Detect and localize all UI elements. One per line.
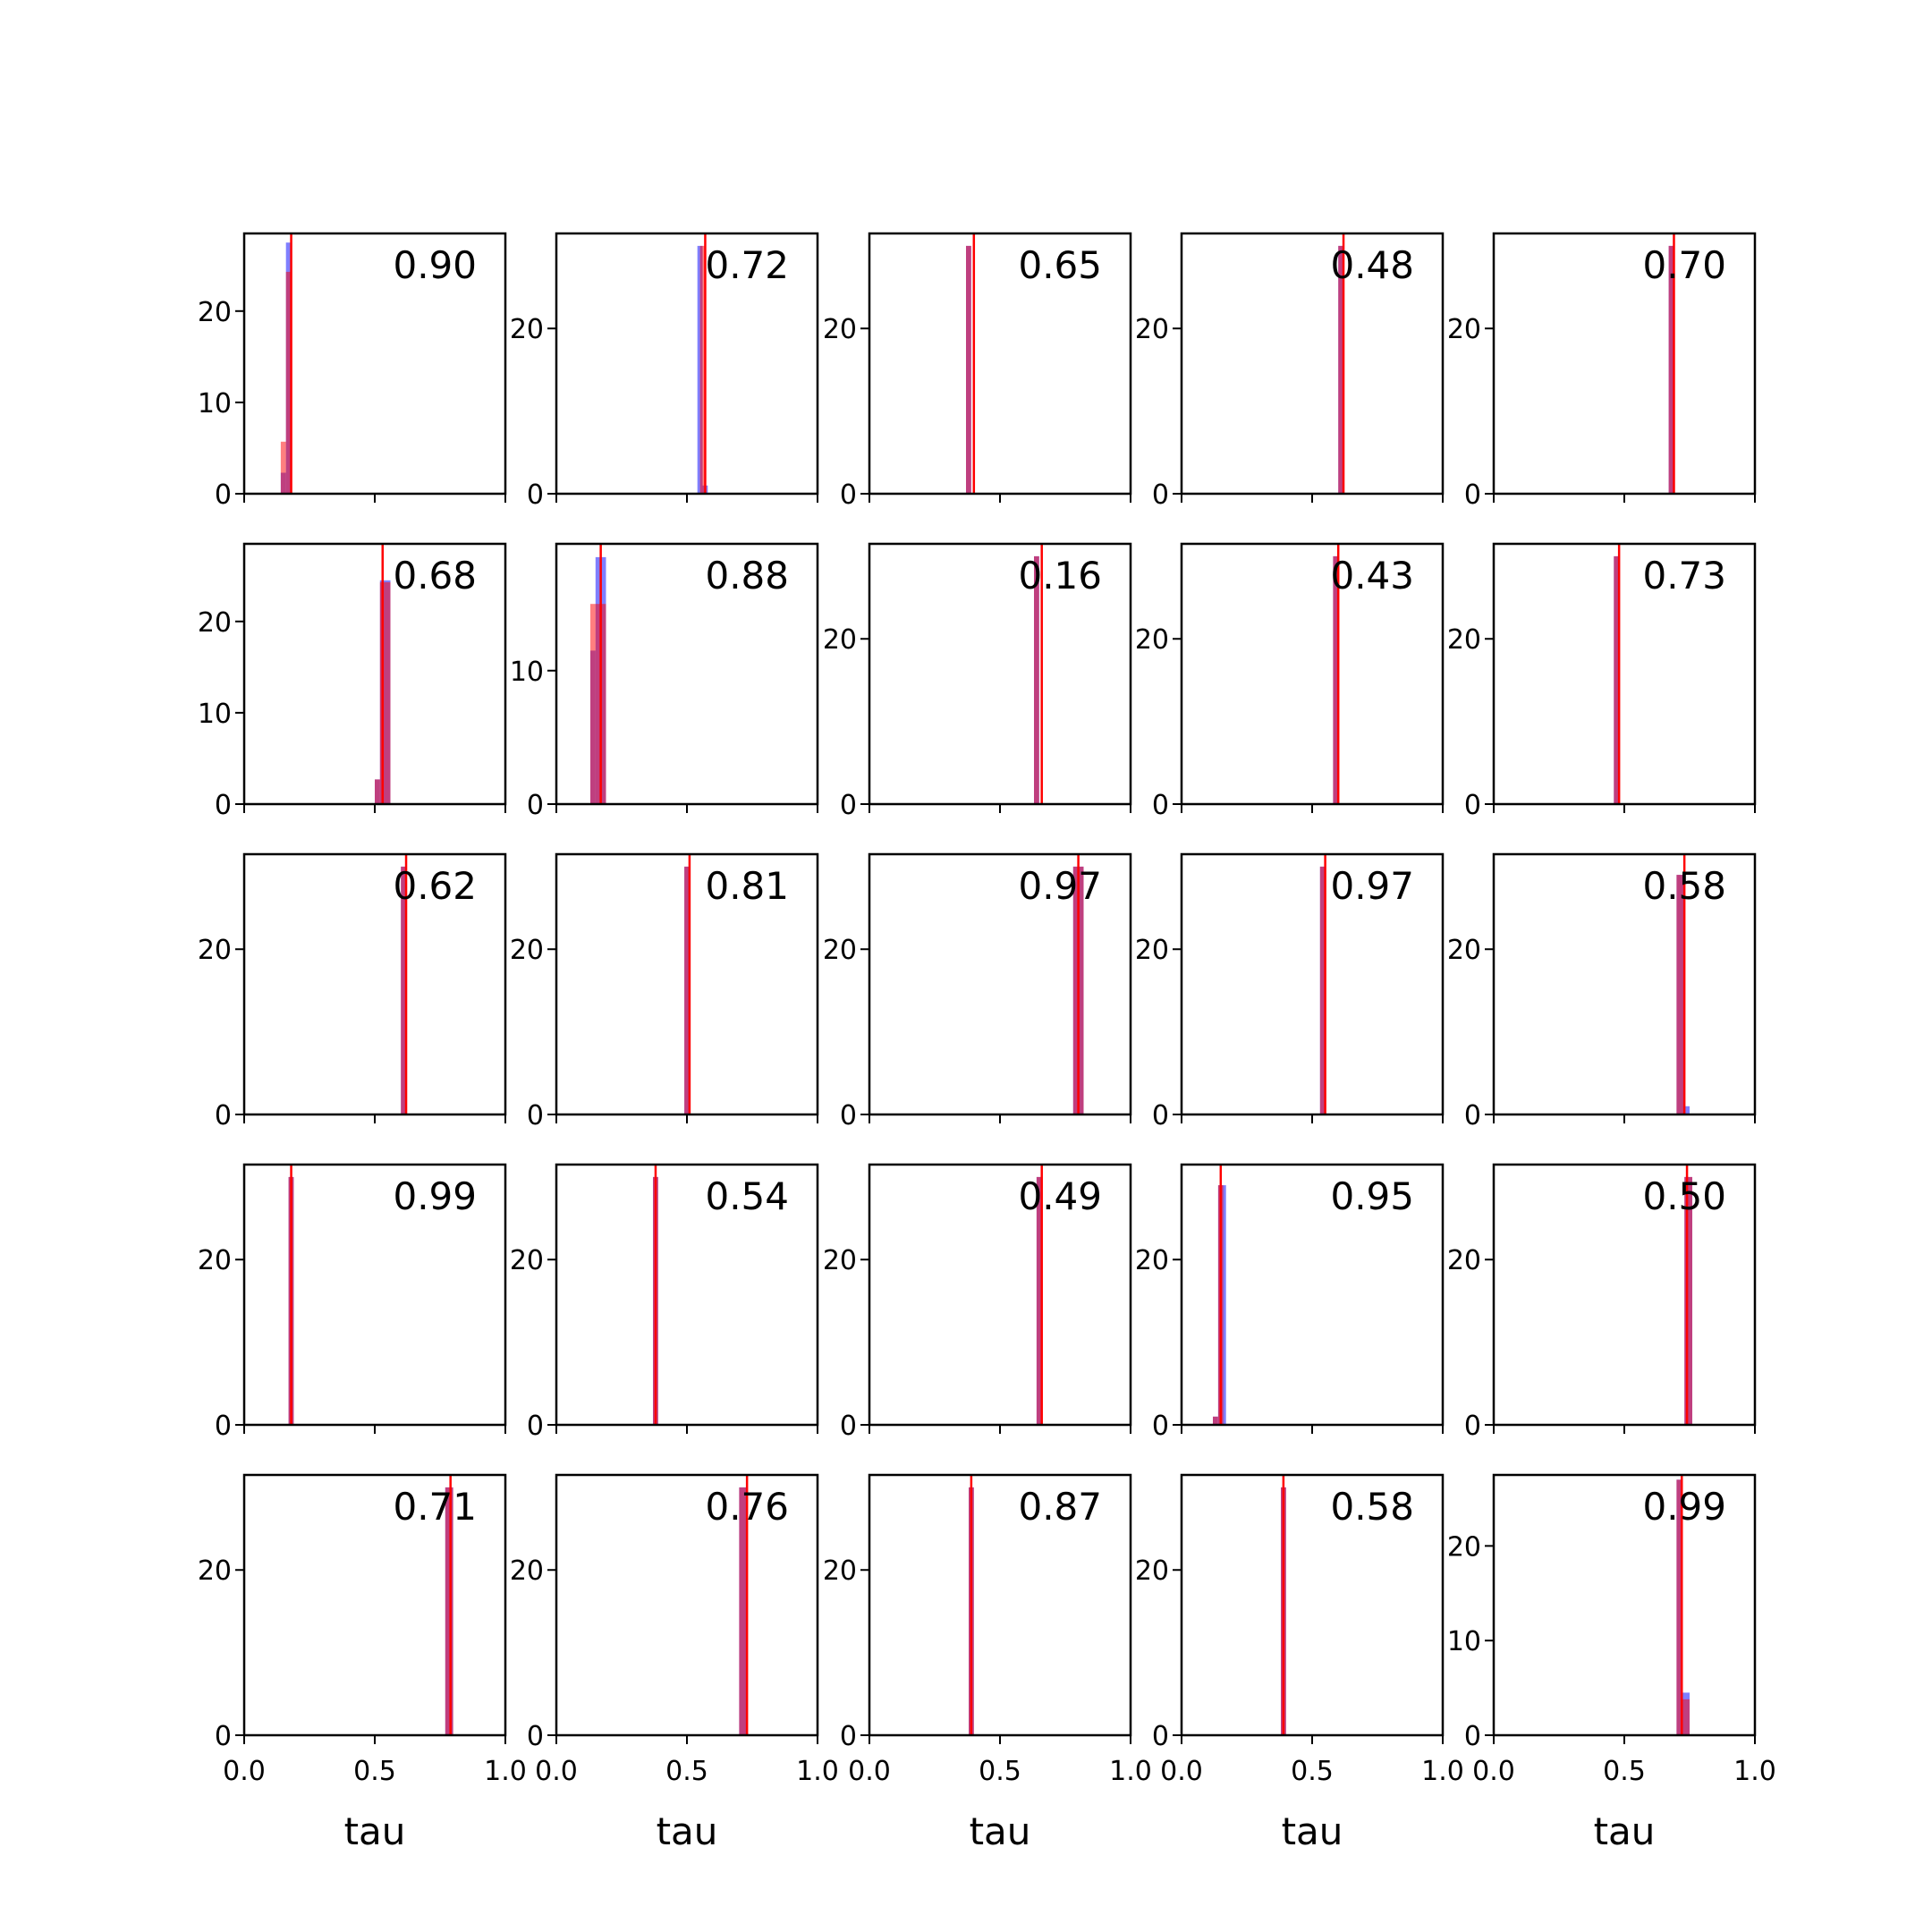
x-tick-label: 0.0 <box>848 1756 891 1787</box>
y-tick-label: 0 <box>214 1100 232 1131</box>
x-axis-label: tau <box>1593 1809 1656 1853</box>
panel-value-label: 0.49 <box>1018 1174 1102 1218</box>
panel-value-label: 0.95 <box>1330 1174 1414 1218</box>
y-tick-label: 20 <box>1446 1245 1481 1277</box>
hist-bar-b <box>590 604 596 804</box>
x-tick-label: 0.5 <box>353 1756 396 1787</box>
x-tick-label: 0.0 <box>1160 1756 1203 1787</box>
y-tick-label: 20 <box>1446 314 1481 346</box>
panel-value-label: 0.97 <box>1018 864 1102 908</box>
y-tick-label: 20 <box>822 624 857 657</box>
y-tick-label: 20 <box>1446 624 1481 657</box>
y-tick-label: 0 <box>214 1411 232 1442</box>
y-tick-label: 20 <box>1134 1555 1169 1588</box>
x-tick-label: 0.0 <box>1472 1756 1515 1787</box>
x-tick-label: 1.0 <box>1421 1756 1464 1787</box>
y-tick-label: 0 <box>526 1411 544 1442</box>
y-tick-label: 20 <box>197 935 232 967</box>
y-tick-label: 20 <box>197 1245 232 1277</box>
panel-value-label: 0.97 <box>1330 864 1414 908</box>
panel-value-label: 0.58 <box>1330 1485 1414 1529</box>
y-tick-label: 20 <box>509 935 544 967</box>
y-tick-label: 0 <box>1463 1721 1481 1752</box>
y-tick-label: 0 <box>1463 1100 1481 1131</box>
panel-value-label: 0.70 <box>1642 243 1726 287</box>
x-axis-label: tau <box>343 1809 406 1853</box>
hist-bar-b <box>1213 1417 1218 1425</box>
panel-value-label: 0.54 <box>705 1174 789 1218</box>
y-tick-label: 20 <box>509 314 544 346</box>
x-axis-label: tau <box>656 1809 718 1853</box>
y-tick-label: 0 <box>1151 790 1169 821</box>
y-tick-label: 10 <box>197 698 232 730</box>
hist-bar-b <box>375 779 380 804</box>
y-tick-label: 20 <box>1134 314 1169 346</box>
y-tick-label: 0 <box>1151 1411 1169 1442</box>
panel-value-label: 0.62 <box>393 864 477 908</box>
y-tick-label: 20 <box>822 1245 857 1277</box>
x-axis-label: tau <box>969 1809 1031 1853</box>
y-tick-label: 0 <box>839 790 857 821</box>
y-tick-label: 10 <box>509 656 544 688</box>
y-tick-label: 20 <box>822 314 857 346</box>
y-tick-label: 20 <box>822 935 857 967</box>
y-tick-label: 0 <box>1463 1411 1481 1442</box>
x-axis-label: tau <box>1281 1809 1343 1853</box>
y-tick-label: 20 <box>1446 935 1481 967</box>
y-tick-label: 0 <box>526 1100 544 1131</box>
panel-value-label: 0.72 <box>705 243 789 287</box>
y-tick-label: 0 <box>1463 479 1481 511</box>
x-tick-label: 0.5 <box>979 1756 1021 1787</box>
x-tick-label: 1.0 <box>484 1756 527 1787</box>
panel-value-label: 0.68 <box>393 554 477 597</box>
y-tick-label: 10 <box>1446 1626 1481 1658</box>
y-tick-label: 20 <box>1134 935 1169 967</box>
panel-value-label: 0.76 <box>705 1485 789 1529</box>
x-tick-label: 0.0 <box>535 1756 578 1787</box>
y-tick-label: 0 <box>1151 1100 1169 1131</box>
panel-value-label: 0.99 <box>1642 1485 1726 1529</box>
y-tick-label: 0 <box>526 790 544 821</box>
x-tick-label: 0.0 <box>223 1756 266 1787</box>
panel-value-label: 0.87 <box>1018 1485 1102 1529</box>
panel-value-label: 0.88 <box>705 554 789 597</box>
y-tick-label: 0 <box>839 1100 857 1131</box>
y-tick-label: 0 <box>214 1721 232 1752</box>
panel-value-label: 0.81 <box>705 864 789 908</box>
y-tick-label: 20 <box>197 1555 232 1588</box>
y-tick-label: 0 <box>214 479 232 511</box>
y-tick-label: 0 <box>839 479 857 511</box>
y-tick-label: 10 <box>197 387 232 419</box>
panel-value-label: 0.58 <box>1642 864 1726 908</box>
y-tick-label: 20 <box>1134 1245 1169 1277</box>
x-tick-label: 0.5 <box>1603 1756 1646 1787</box>
panel-value-label: 0.50 <box>1642 1174 1726 1218</box>
x-tick-label: 0.5 <box>665 1756 708 1787</box>
y-tick-label: 0 <box>839 1411 857 1442</box>
hist-bar-b <box>281 442 286 494</box>
y-tick-label: 0 <box>839 1721 857 1752</box>
y-tick-label: 0 <box>214 790 232 821</box>
panel-value-label: 0.90 <box>393 243 477 287</box>
x-tick-label: 1.0 <box>1109 1756 1152 1787</box>
hist-bar-b <box>1682 1699 1690 1735</box>
panel-value-label: 0.71 <box>393 1485 477 1529</box>
panel-value-label: 0.73 <box>1642 554 1726 597</box>
y-tick-label: 0 <box>1463 790 1481 821</box>
y-tick-label: 0 <box>526 1721 544 1752</box>
x-tick-label: 0.5 <box>1291 1756 1334 1787</box>
panel-value-label: 0.48 <box>1330 243 1414 287</box>
panel-value-label: 0.16 <box>1018 554 1102 597</box>
x-tick-label: 1.0 <box>796 1756 839 1787</box>
hist-bar-b <box>1676 875 1684 1114</box>
y-tick-label: 0 <box>526 479 544 511</box>
y-tick-label: 20 <box>822 1555 857 1588</box>
panel-value-label: 0.43 <box>1330 554 1414 597</box>
y-tick-label: 0 <box>1151 1721 1169 1752</box>
y-tick-label: 20 <box>509 1555 544 1588</box>
y-tick-label: 20 <box>1446 1531 1481 1563</box>
panel-value-label: 0.65 <box>1018 243 1102 287</box>
y-tick-label: 20 <box>1134 624 1169 657</box>
y-tick-label: 0 <box>1151 479 1169 511</box>
hist-bar-b <box>966 246 971 494</box>
y-tick-label: 20 <box>197 606 232 639</box>
panel-value-label: 0.99 <box>393 1174 477 1218</box>
x-tick-label: 1.0 <box>1733 1756 1776 1787</box>
y-tick-label: 20 <box>197 296 232 328</box>
y-tick-label: 20 <box>509 1245 544 1277</box>
